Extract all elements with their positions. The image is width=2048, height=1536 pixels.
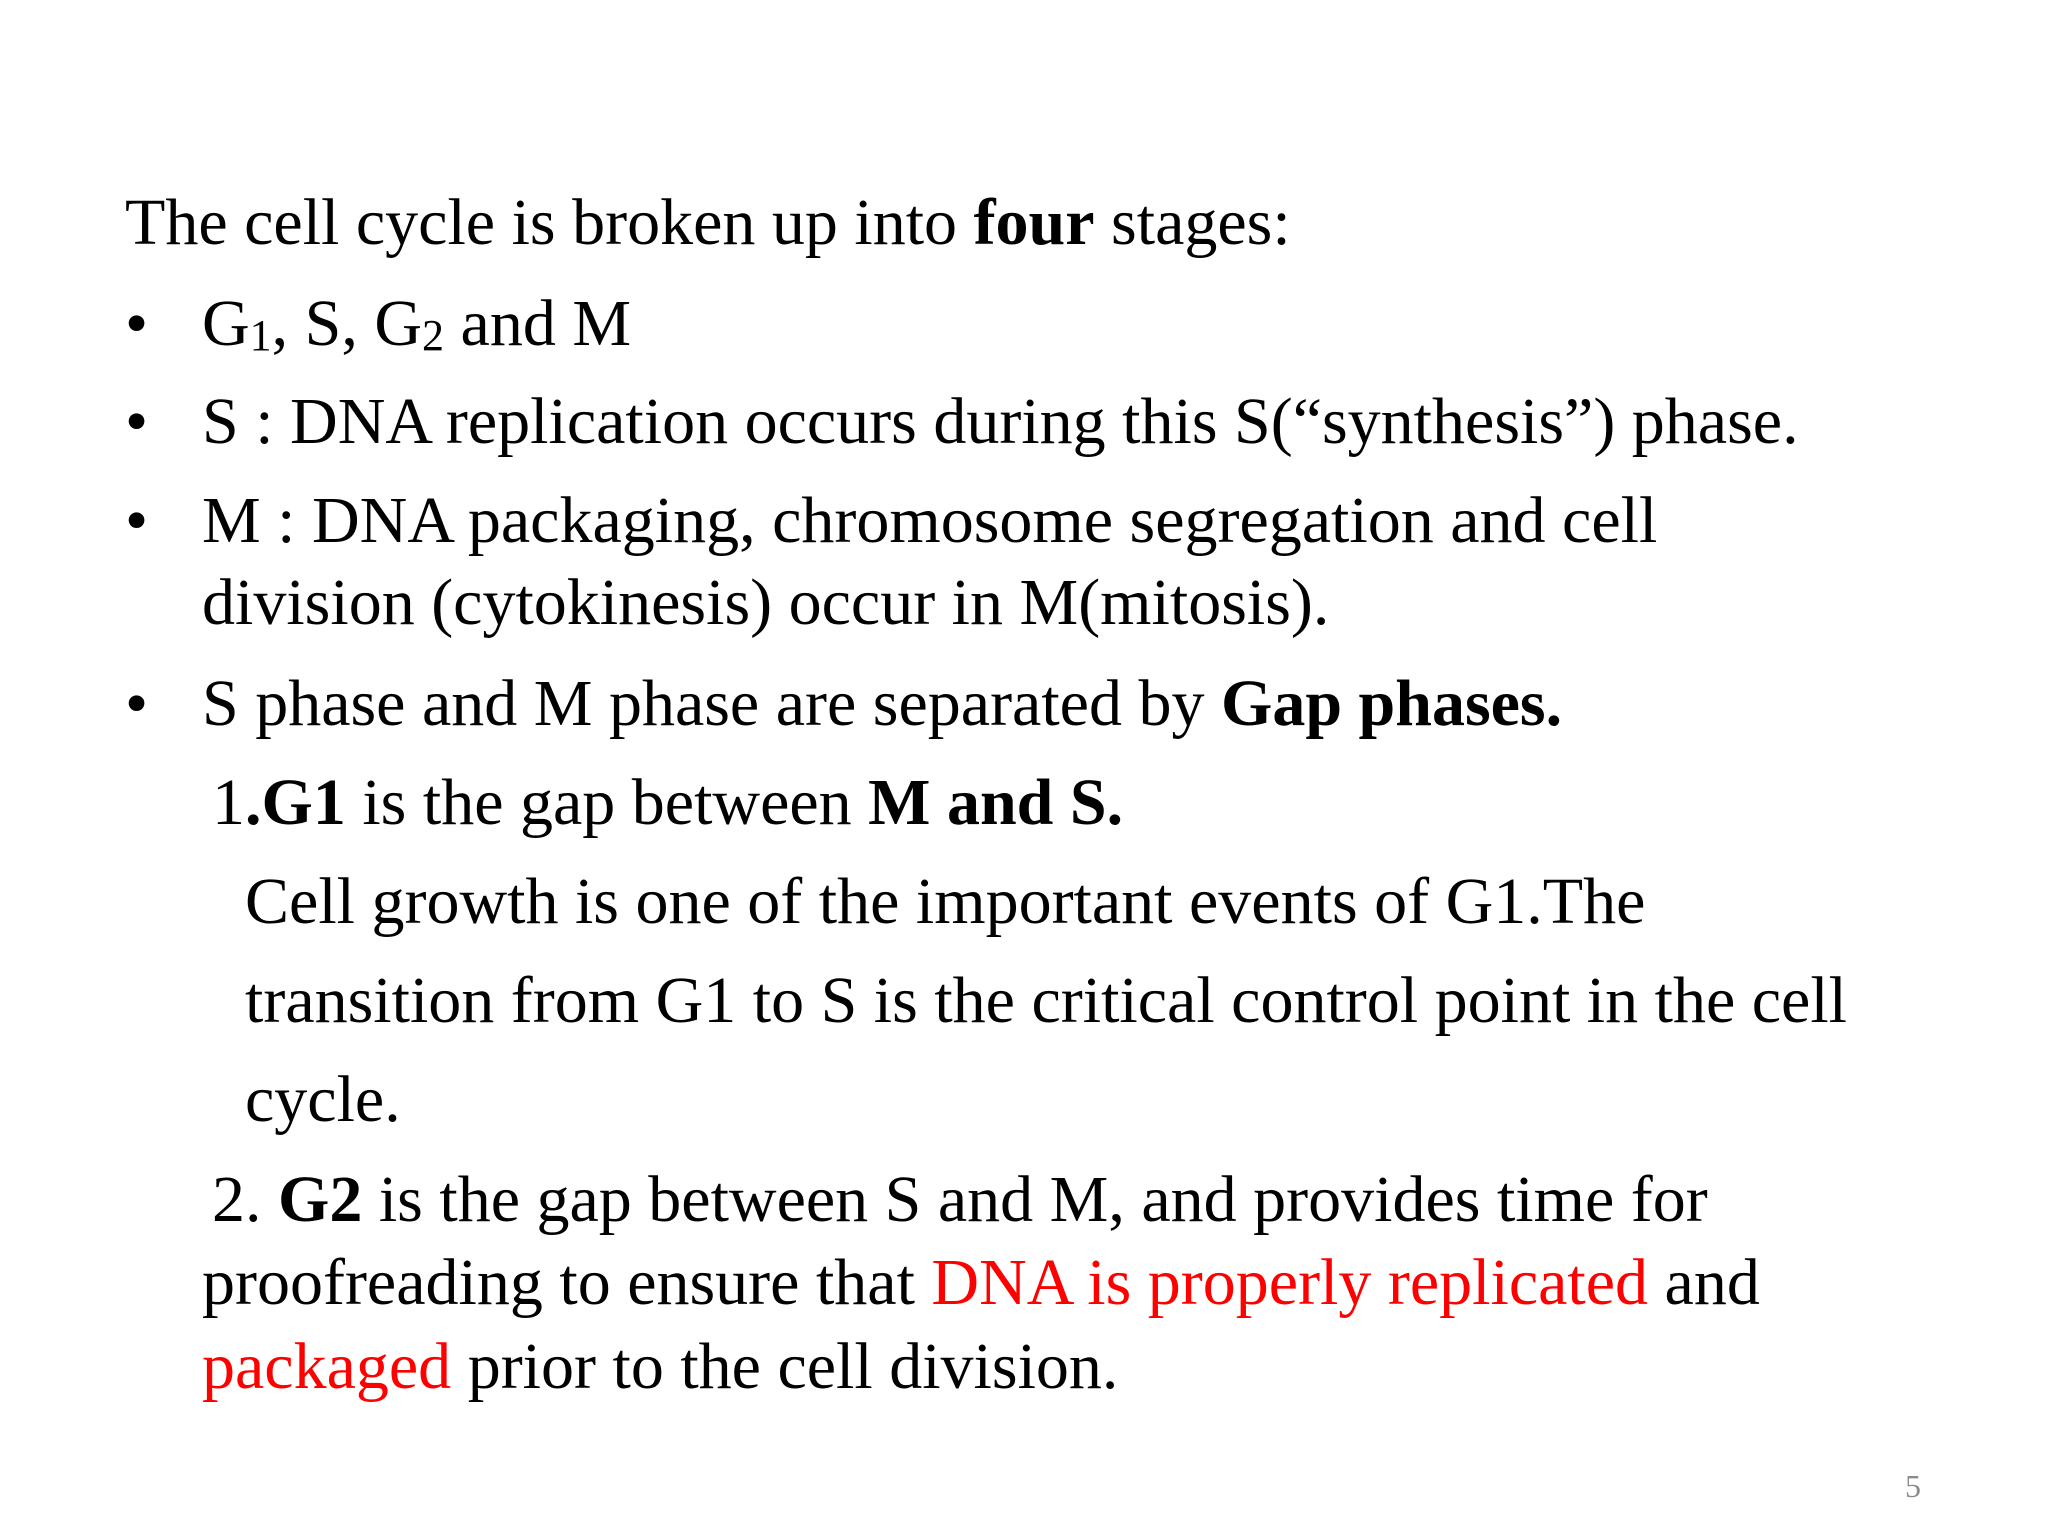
g1-mid: is the gap between [345, 766, 869, 839]
g2-line3-post: prior to the cell division. [451, 1330, 1119, 1403]
intro-bold: four [973, 186, 1095, 259]
g1-bold-end: M and S. [868, 766, 1124, 839]
bullet-m-phase-line2: division (cytokinesis) occur in M(mitosis). [202, 566, 1330, 639]
bullet-marker: • [125, 484, 149, 557]
phase-post: and M [444, 287, 632, 360]
g1-heading [212, 763, 1123, 843]
g1-desc-line1: Cell growth is one of the important events of G1.The [245, 865, 1646, 938]
g2-number: 2. [212, 1163, 278, 1236]
bullet-s-phase: S : DNA replication occurs during this S(“synthesis”) phase. [202, 385, 1799, 458]
phase-mid: , S, G [271, 287, 423, 360]
gap-bold: Gap phases. [1220, 667, 1563, 740]
g2-line2-pre: proofreading to ensure that [202, 1246, 932, 1319]
g1-label: .G1 [245, 766, 346, 839]
g1-number: 1 [212, 766, 245, 839]
g2-line2-highlight: DNA is properly replicated [931, 1246, 1649, 1319]
intro-post: stages: [1094, 186, 1291, 259]
g2-line1 [212, 1160, 1708, 1240]
g2-line3 [202, 1327, 1118, 1407]
subscript-2: 2 [422, 311, 445, 361]
intro-line [125, 183, 1291, 263]
bullet-m-phase-line1: M : DNA packaging, chromosome segregation and cell [202, 484, 1658, 557]
subscript-1: 1 [249, 311, 272, 361]
g2-line2 [202, 1243, 1760, 1323]
g2-line3-highlight: packaged [202, 1330, 452, 1403]
g1-desc-line3: cycle. [245, 1063, 401, 1136]
g2-line2-post: and [1648, 1246, 1760, 1319]
bullet-marker: • [125, 667, 149, 740]
phase-g: G [202, 287, 250, 360]
bullet-gap-phases [202, 664, 1562, 744]
gap-pre: S phase and M phase are separated by [202, 667, 1221, 740]
bullet-marker: • [125, 385, 149, 458]
g2-label: G2 [278, 1163, 363, 1236]
g1-desc-line2: transition from G1 to S is the critical control point in the cell [245, 964, 1848, 1037]
page-number: 5 [1905, 1468, 1921, 1504]
g2-line1-post: is the gap between S and M, and provides time for [362, 1163, 1708, 1236]
intro-pre: The cell cycle is broken up into [125, 186, 974, 259]
bullet-marker: • [125, 287, 149, 360]
bullet-phases [202, 284, 631, 364]
